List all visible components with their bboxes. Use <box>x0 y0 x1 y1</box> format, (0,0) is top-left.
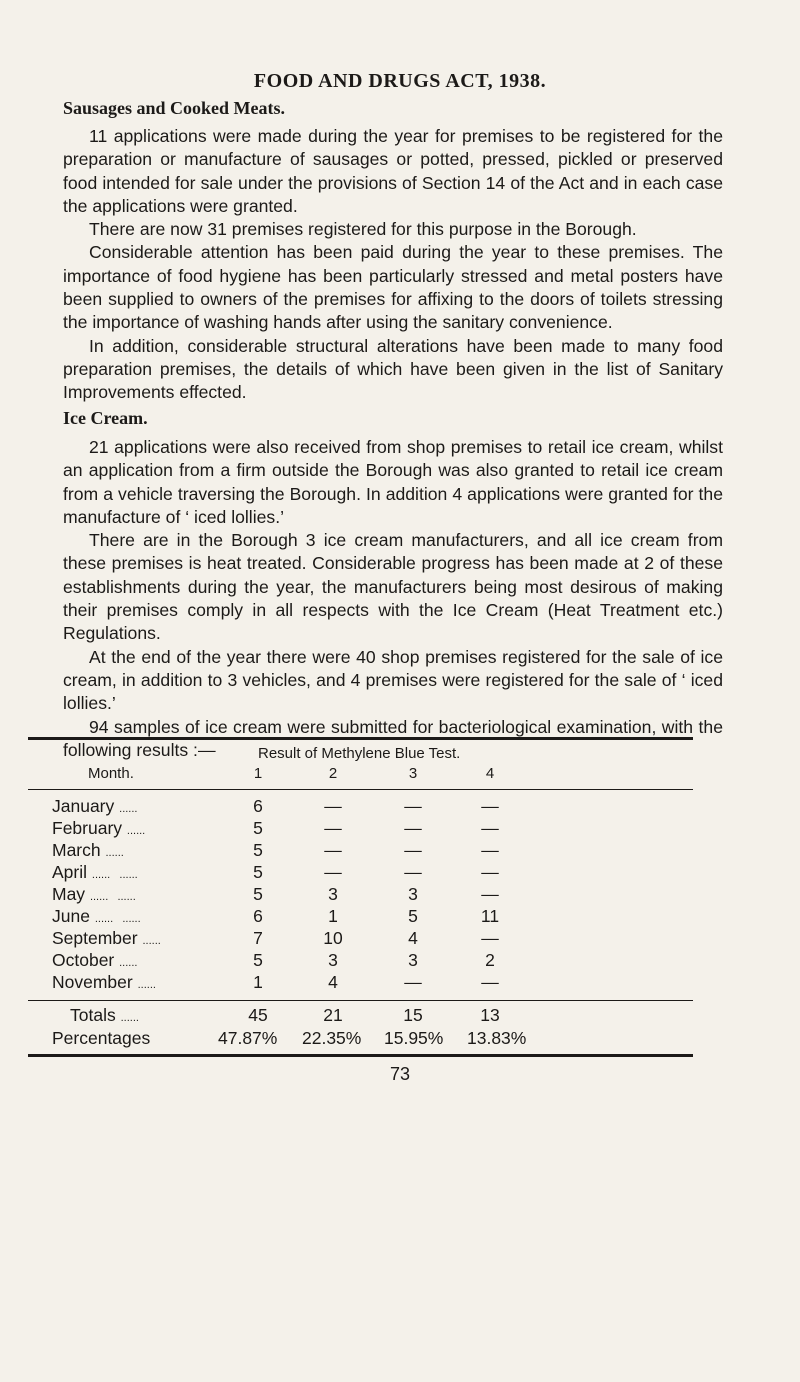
leader-dots: ...... <box>119 803 138 815</box>
leader-dots: ...... <box>142 935 161 947</box>
row-month: October <box>52 950 115 970</box>
percentages-label: Percentages <box>52 1028 151 1048</box>
cell-value: — <box>404 862 422 882</box>
row-month: November <box>52 972 133 992</box>
table-col-header: 3 <box>408 765 418 782</box>
cell-value: — <box>324 862 342 882</box>
cell-value: 3 <box>328 884 338 904</box>
cell-value: 6 <box>253 906 263 926</box>
cell-value: 5 <box>253 862 263 882</box>
cell-value: — <box>324 796 342 816</box>
cell-value: 5 <box>408 906 418 926</box>
totals-label: Totals <box>70 1005 116 1025</box>
cell-value: 15 <box>403 1005 423 1025</box>
leader-dots: ...... ...... <box>94 913 141 925</box>
section-body-ice-cream <box>63 436 723 762</box>
table-col-header: 1 <box>253 765 263 782</box>
cell-value: 5 <box>253 950 263 970</box>
row-month: May <box>52 884 86 904</box>
cell-value: 7 <box>253 928 263 948</box>
row-month: February <box>52 818 123 838</box>
table-col-header: 4 <box>485 765 495 782</box>
table-group-header: Result of Methylene Blue Test. <box>258 745 461 762</box>
cell-value: 13.83% <box>467 1028 527 1048</box>
leader-dots: ...... ...... <box>89 891 136 903</box>
row-month: March <box>52 840 101 860</box>
cell-value: 21 <box>323 1005 343 1025</box>
paragraph: In addition, considerable structural alterations have been made to many food preparation premises, the details of which have been given in the list of Sanitary Improvements effected. <box>63 335 723 403</box>
cell-value: 4 <box>328 972 338 992</box>
leader-dots: ...... <box>126 825 146 837</box>
cell-value: 5 <box>253 884 263 904</box>
table-header-rule <box>28 789 693 790</box>
table-top-rule <box>28 737 693 740</box>
cell-value: 5 <box>253 840 263 860</box>
table-totals-rule <box>28 1000 693 1001</box>
paragraph: 21 applications were also received from shop premises to retail ice cream, whilst an application from a firm outside the Borough was also granted to retail ice cream from a vehicle traversing the Borough. In addition 4 applications were granted for the manufacture of ‘ iced lollies.’ <box>63 437 723 527</box>
table-bottom-rule <box>28 1054 693 1057</box>
paragraph: 94 samples of ice cream were submitted for bacteriological examination, with the following results :— <box>63 716 723 760</box>
table-col-header: 2 <box>328 765 338 782</box>
cell-value: — <box>481 818 499 838</box>
cell-value: — <box>481 862 499 882</box>
page-title: FOOD AND DRUGS ACT, 1938. <box>253 70 547 92</box>
cell-value: — <box>404 796 422 816</box>
cell-value: 5 <box>253 818 263 838</box>
leader-dots: ...... <box>137 979 156 991</box>
cell-value: 13 <box>480 1005 500 1025</box>
cell-value: — <box>324 840 342 860</box>
cell-value: — <box>324 818 342 838</box>
row-month: June <box>52 906 90 926</box>
row-month: January <box>52 796 115 816</box>
cell-value: — <box>404 972 422 992</box>
table-month-header: Month. <box>88 765 134 782</box>
leader-dots: ...... ...... <box>91 869 138 881</box>
cell-value: 4 <box>408 928 418 948</box>
paragraph: Considerable attention has been paid during the year to these premises. The importance of food hygiene has been particularly stressed and metal posters have been supplied to owners of the premises for affixing to the doors of toilets stressing the importance of washing hands after using the sanitary convenience. <box>63 242 723 333</box>
cell-value: 47.87% <box>218 1028 278 1048</box>
cell-value: 45 <box>248 1005 268 1025</box>
cell-value: 1 <box>253 972 263 992</box>
paragraph: There are in the Borough 3 ice cream manufacturers, and all ice cream from these premises is heat treated. Considerable progress has been made at 2 of these establishments during the year, the manufacturers being most desirous of making their premises comply in all respects with the Ice Cream (Heat Treatment etc.) Regulations. <box>63 530 723 644</box>
section-heading-sausages: Sausages and Cooked Meats. <box>63 98 286 118</box>
paragraph: 11 applications were made during the year for premises to be registered for the preparation or manufacture of sausages or potted, pressed, pickled or preserved food intended for sale under the provisions of Section 14 of the Act and in each case the applications were granted. <box>63 126 723 216</box>
cell-value: 3 <box>408 884 418 904</box>
leader-dots: ...... <box>119 957 138 969</box>
cell-value: — <box>481 928 499 948</box>
leader-dots: ...... <box>105 847 124 859</box>
cell-value: 2 <box>485 950 495 970</box>
cell-value: 11 <box>480 906 500 926</box>
cell-value: 10 <box>323 928 343 948</box>
paragraph: There are now 31 premises registered for this purpose in the Borough. <box>89 219 637 240</box>
cell-value: — <box>481 972 499 992</box>
cell-value: 6 <box>253 796 263 816</box>
cell-value: — <box>481 796 499 816</box>
cell-value: — <box>404 840 422 860</box>
page-number: 73 <box>389 1064 411 1084</box>
row-month: September <box>52 928 138 948</box>
section-body-sausages <box>63 125 723 405</box>
cell-value: — <box>481 840 499 860</box>
leader-dots: ...... <box>120 1012 139 1024</box>
cell-value: 3 <box>408 950 418 970</box>
cell-value: — <box>481 884 499 904</box>
cell-value: 15.95% <box>384 1028 444 1048</box>
cell-value: 3 <box>328 950 338 970</box>
cell-value: 22.35% <box>302 1028 362 1048</box>
section-heading-ice-cream: Ice Cream. <box>63 408 148 428</box>
cell-value: — <box>404 818 422 838</box>
cell-value: 1 <box>328 906 338 926</box>
paragraph: At the end of the year there were 40 shop premises registered for the sale of ice cream, in addition to 3 vehicles, and 4 premises were registered for the sale of ‘ iced lollies.’ <box>63 646 723 714</box>
row-month: April <box>52 862 88 882</box>
